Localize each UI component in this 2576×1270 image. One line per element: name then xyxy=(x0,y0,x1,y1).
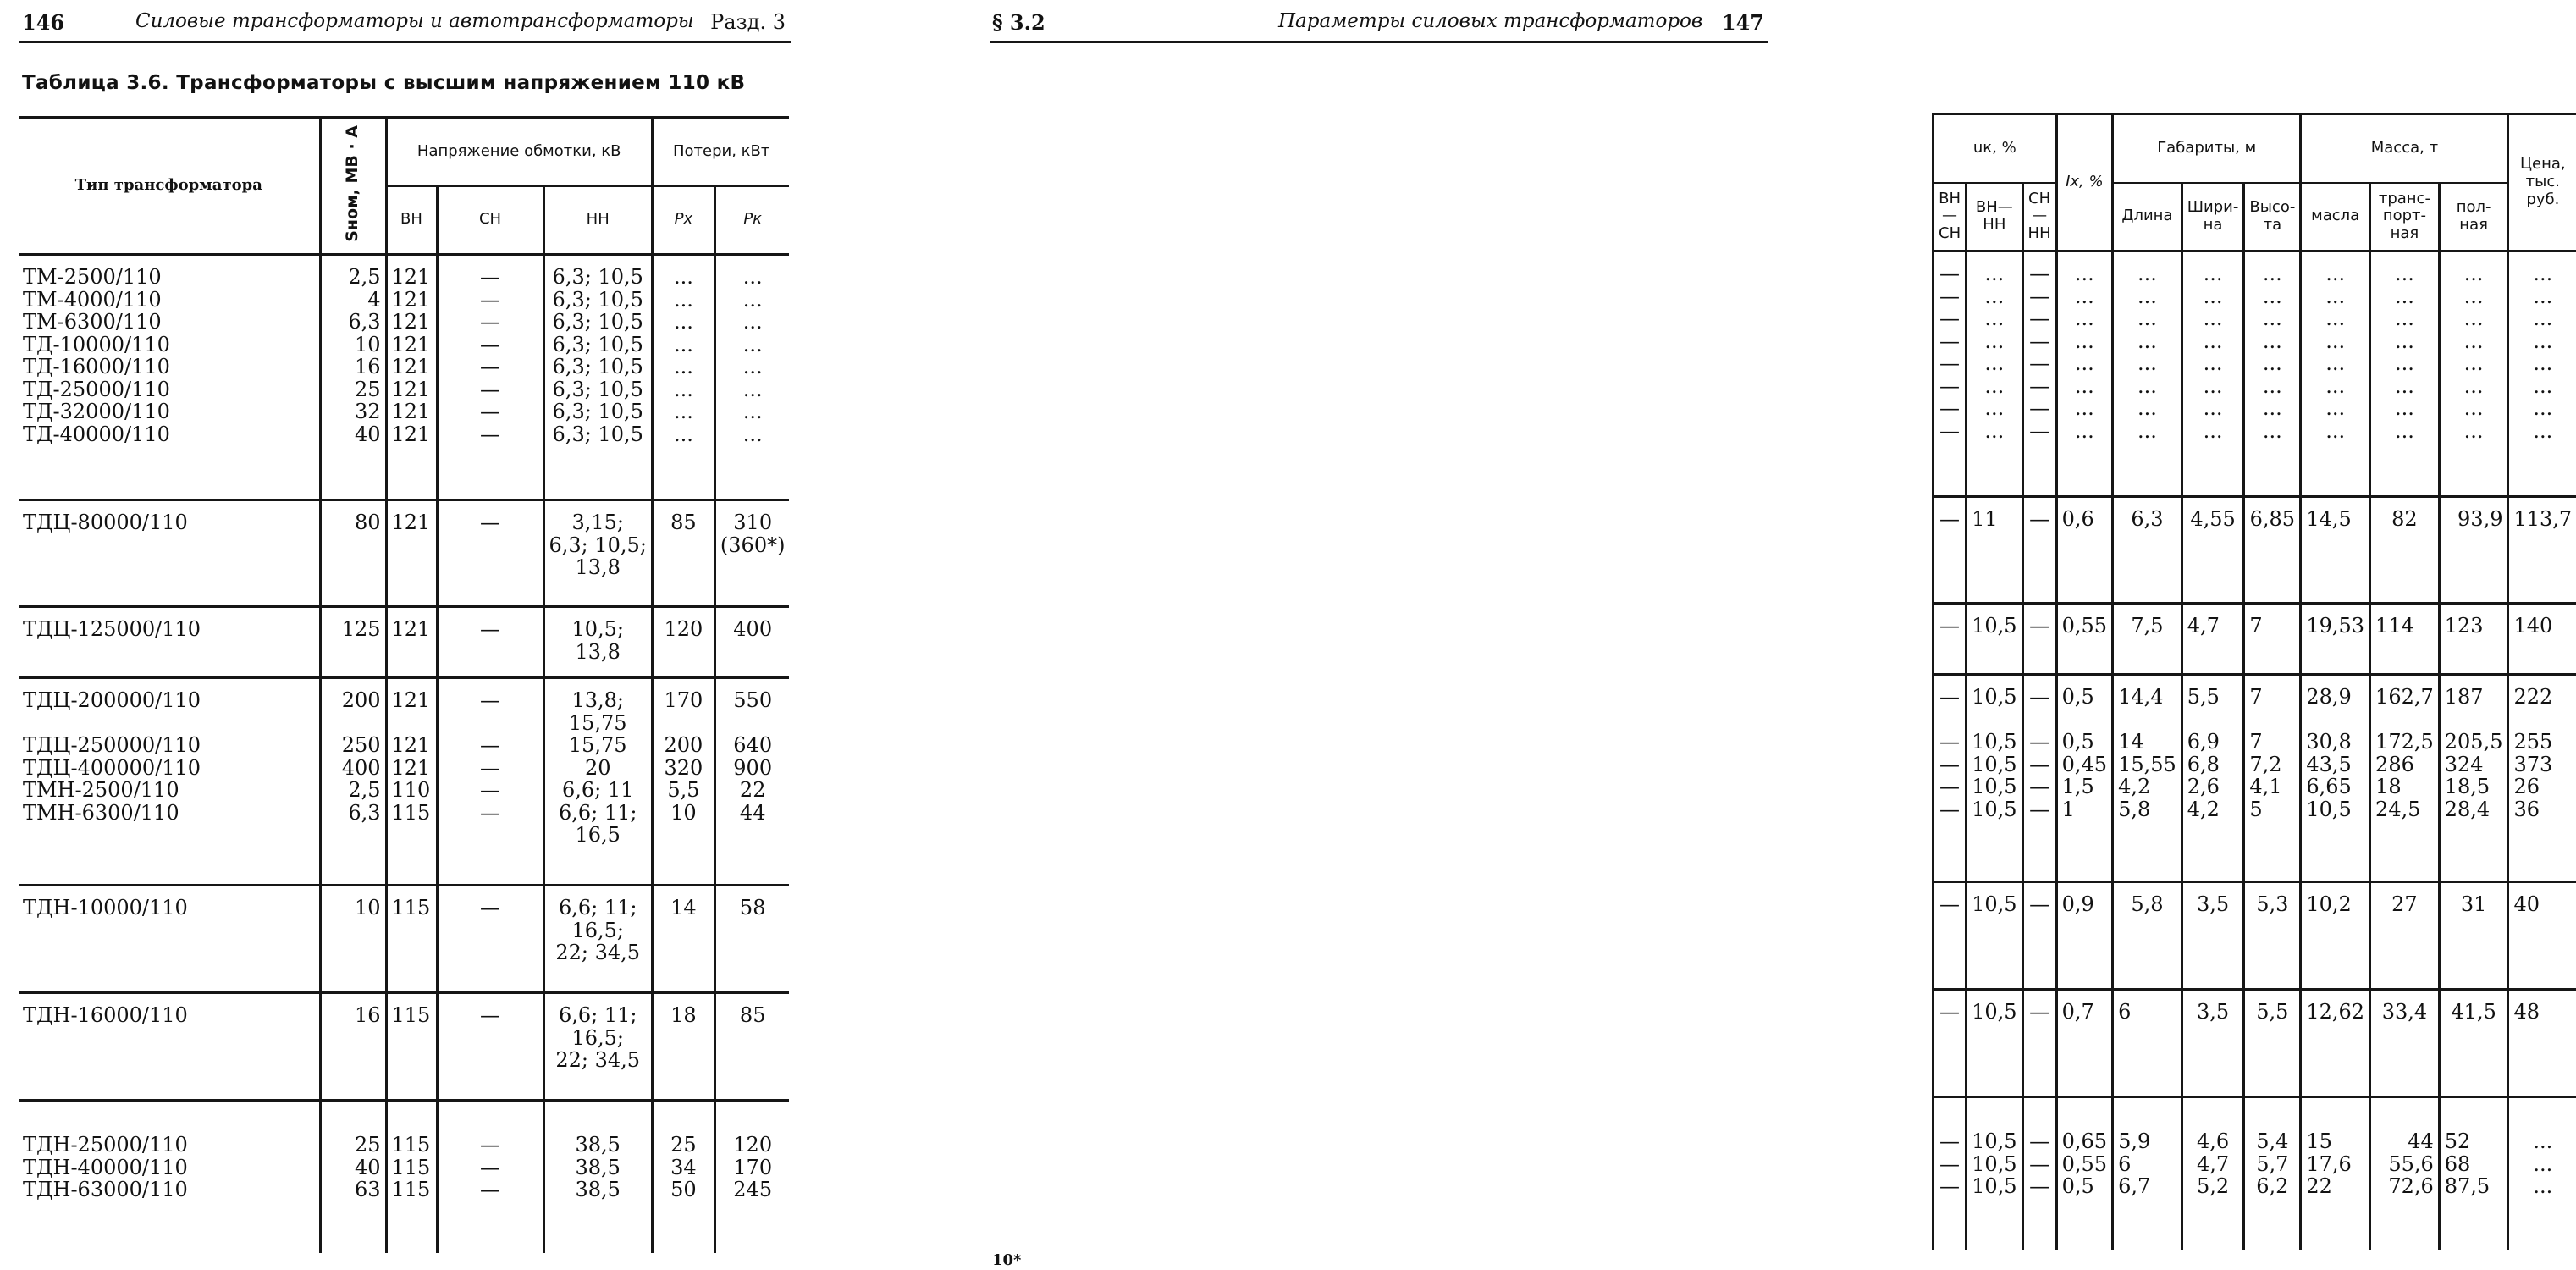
oil-cell: ... ... ... ... ... ... ... ... xyxy=(2301,251,2370,497)
length-cell: 6 xyxy=(2113,990,2182,1097)
col-header-dims-group: Габариты, м xyxy=(2113,114,2301,183)
col-header-sn: СН xyxy=(437,186,543,255)
sn-cell: — — — xyxy=(437,1101,543,1253)
sn-cell: — — — — — — — — xyxy=(437,255,543,500)
sn-nn-cell: — — — xyxy=(2022,1097,2056,1250)
ix-cell: 0,5 0,5 0,45 1,5 1 xyxy=(2056,675,2112,882)
vn-cell: 121 xyxy=(386,607,437,678)
right-running-title: Параметры силовых трансформаторов xyxy=(1278,10,1703,32)
table-row xyxy=(1923,990,2576,1097)
transport-cell: 162,7 172,5 286 18 24,5 xyxy=(2370,675,2440,882)
vn-sn-cell: — xyxy=(1933,604,1966,675)
table-row xyxy=(19,255,789,500)
height-cell: 5,5 xyxy=(2244,990,2301,1097)
vn-nn-cell: 11 xyxy=(1966,497,2022,604)
px-cell: 14 xyxy=(652,886,714,993)
px-cell: 120 xyxy=(652,607,714,678)
col-header-mass-group: Масса, т xyxy=(2301,114,2508,183)
sn-nn-cell: — xyxy=(2022,497,2056,604)
col-header-price: Цена, тыс. руб. xyxy=(2508,114,2576,251)
table-row xyxy=(1923,604,2576,675)
col-header-losses-group: Потери, кВт xyxy=(652,118,789,186)
s-cell: 2,5 4 6,3 10 16 25 32 40 xyxy=(320,255,386,500)
oil-cell: 12,62 xyxy=(2301,990,2370,1097)
height-cell: ... ... ... ... ... ... ... ... xyxy=(2244,251,2301,497)
type-cell: ТДН-25000/110 ТДН-40000/110 ТДН-63000/110 xyxy=(23,1133,188,1201)
pk-cell: 120 170 245 xyxy=(714,1101,789,1253)
table-row xyxy=(1923,1097,2576,1250)
vn-sn-cell: — — — — — — — — xyxy=(1933,251,1966,497)
transport-cell: 44 55,6 72,6 xyxy=(2370,1097,2440,1250)
col-header-vn: ВН xyxy=(386,186,437,255)
table-row xyxy=(19,1101,789,1253)
s-cell: 200 250 400 2,5 6,3 xyxy=(320,678,386,886)
right-page xyxy=(948,0,2573,1270)
table-row xyxy=(19,500,789,607)
vn-nn-cell: 10,5 xyxy=(1966,990,2022,1097)
width-cell: 5,5 6,9 6,8 2,6 4,2 xyxy=(2182,675,2244,882)
width-cell: 4,7 xyxy=(2182,604,2244,675)
length-cell: 7,5 xyxy=(2113,604,2182,675)
vn-cell: 121 121 121 121 121 121 121 121 xyxy=(386,255,437,500)
ix-cell: 0,65 0,55 0,5 xyxy=(2056,1097,2112,1250)
sn-cell: — — — — — xyxy=(437,678,543,886)
price-cell: 48 xyxy=(2508,990,2576,1097)
height-cell: 7 7 7,2 4,1 5 xyxy=(2244,675,2301,882)
sn-nn-cell: — xyxy=(2022,882,2056,990)
type-cell: ТДЦ-80000/110 xyxy=(19,500,320,607)
pk-cell: 85 xyxy=(714,993,789,1101)
transport-cell: 27 xyxy=(2370,882,2440,990)
transport-cell: 33,4 xyxy=(2370,990,2440,1097)
length-cell: 6,3 xyxy=(2113,497,2182,604)
width-cell: 4,6 4,7 5,2 xyxy=(2182,1097,2244,1250)
table-row xyxy=(19,993,789,1101)
vn-nn-cell: 10,5 xyxy=(1966,604,2022,675)
left-running-title: Силовые трансформаторы и автотрансформаторы xyxy=(135,10,694,32)
height-cell: 7 xyxy=(2244,604,2301,675)
length-cell: 5,8 xyxy=(2113,882,2182,990)
transport-cell: 114 xyxy=(2370,604,2440,675)
vn-cell: 121 121 121 110 115 xyxy=(386,678,437,886)
vn-sn-cell: — — — — — xyxy=(1933,675,1966,882)
col-header-vn-nn: ВН—НН xyxy=(1966,183,2022,251)
vn-sn-cell: — xyxy=(1933,882,1966,990)
total-cell: 52 68 87,5 xyxy=(2439,1097,2508,1250)
col-header-height: Высо-та xyxy=(2244,183,2301,251)
width-cell: 3,5 xyxy=(2182,990,2244,1097)
nn-cell: 13,8; 15,75 15,75 20 6,6; 11 6,6; 11; 16,5 xyxy=(543,678,652,886)
ix-cell: 0,6 xyxy=(2056,497,2112,604)
left-table xyxy=(19,116,789,1253)
pk-cell: ... ... ... ... ... ... ... ... xyxy=(714,255,789,500)
price-cell: 40 xyxy=(2508,882,2576,990)
s-cell: 25 40 63 xyxy=(320,1101,386,1253)
vn-cell: 115 xyxy=(386,886,437,993)
col-header-vn-sn: ВН—СН xyxy=(1933,183,1966,251)
price-cell: 140 xyxy=(2508,604,2576,675)
total-cell: 187 205,5 324 18,5 28,4 xyxy=(2439,675,2508,882)
col-header-sn-nn: СН—НН xyxy=(2022,183,2056,251)
price-cell: 113,7 xyxy=(2508,497,2576,604)
total-cell: 123 xyxy=(2439,604,2508,675)
transport-cell: 82 xyxy=(2370,497,2440,604)
type-cell: ТДН-16000/110 xyxy=(19,993,320,1101)
col-header-length: Длина xyxy=(2113,183,2182,251)
type-cell: ТДЦ-125000/110 xyxy=(19,607,320,678)
sn-nn-cell: — xyxy=(2022,990,2056,1097)
table-row xyxy=(1923,882,2576,990)
nn-cell: 3,15; 6,3; 10,5; 13,8 xyxy=(543,500,652,607)
pk-cell: 58 xyxy=(714,886,789,993)
sn-nn-cell: — — — — — — — — xyxy=(2022,251,2056,497)
ix-cell: 0,55 xyxy=(2056,604,2112,675)
vn-nn-cell: 10,5 10,5 10,5 10,5 10,5 xyxy=(1966,675,2022,882)
nn-cell: 6,6; 11; 16,5; 22; 34,5 xyxy=(543,886,652,993)
ix-cell: 0,9 xyxy=(2056,882,2112,990)
total-cell: ... ... ... ... ... ... ... ... xyxy=(2439,251,2508,497)
px-cell: 170 200 320 5,5 10 xyxy=(652,678,714,886)
sn-nn-cell: — xyxy=(2022,604,2056,675)
nn-cell: 6,6; 11; 16,5; 22; 34,5 xyxy=(543,993,652,1101)
table-row xyxy=(1923,675,2576,882)
col-header-s-nom xyxy=(320,118,386,255)
total-cell: 41,5 xyxy=(2439,990,2508,1097)
right-section-label: § 3.2 xyxy=(992,10,1045,35)
col-header-oil: масла xyxy=(2301,183,2370,251)
vn-sn-cell: — — — xyxy=(1933,1097,1966,1250)
col-header-width: Шири-на xyxy=(2182,183,2244,251)
vn-cell: 115 115 115 xyxy=(386,1101,437,1253)
table-row xyxy=(1923,251,2576,497)
col-header-voltage-group: Напряжение обмотки, кВ xyxy=(386,118,652,186)
height-cell: 6,85 xyxy=(2244,497,2301,604)
type-cell: ТМ-2500/110 ТМ-4000/110 ТМ-6300/110 ТД-10000/110 ТД-16000/110 ТД-25000/110 ТД-32000/110 ТД-40000/110 xyxy=(19,255,320,500)
oil-cell: 15 17,6 22 xyxy=(2301,1097,2370,1250)
length-cell: 14,4 14 15,55 4,2 5,8 xyxy=(2113,675,2182,882)
s-cell: 10 xyxy=(320,886,386,993)
s-cell: 16 xyxy=(320,993,386,1101)
vn-cell: 121 xyxy=(386,500,437,607)
width-cell: 3,5 xyxy=(2182,882,2244,990)
total-cell: 93,9 xyxy=(2439,497,2508,604)
s-cell: 80 xyxy=(320,500,386,607)
sn-cell: — xyxy=(437,500,543,607)
table-caption: Таблица 3.6. Трансформаторы с высшим напряжением 110 кВ xyxy=(22,72,746,94)
table-row xyxy=(19,886,789,993)
oil-cell: 19,53 xyxy=(2301,604,2370,675)
sn-cell: — xyxy=(437,886,543,993)
footer-signature-mark: 10* xyxy=(992,1251,1022,1269)
px-cell: 25 34 50 xyxy=(652,1101,714,1253)
table-row xyxy=(19,678,789,886)
type-cell: ТДН-10000/110 xyxy=(19,886,320,993)
left-page-number: 146 xyxy=(22,10,65,35)
oil-cell: 10,2 xyxy=(2301,882,2370,990)
ix-cell: ... ... ... ... ... ... ... ... xyxy=(2056,251,2112,497)
total-cell: 31 xyxy=(2439,882,2508,990)
table-row xyxy=(1923,497,2576,604)
px-cell: 85 xyxy=(652,500,714,607)
sn-nn-cell: — — — — — xyxy=(2022,675,2056,882)
col-header-ix: Ix, % xyxy=(2056,114,2112,251)
pk-cell: 310 (360*) xyxy=(714,500,789,607)
col-header-type: Тип трансформатора xyxy=(19,118,320,255)
sn-cell: — xyxy=(437,993,543,1101)
nn-cell: 6,3; 10,5 6,3; 10,5 6,3; 10,5 6,3; 10,5 6,3; 10,5 6,3; 10,5 6,3; 10,5 6,3; 10,5 xyxy=(543,255,652,500)
ix-cell: 0,7 xyxy=(2056,990,2112,1097)
px-cell: ... ... ... ... ... ... ... ... xyxy=(652,255,714,500)
right-table xyxy=(1923,113,2576,1250)
price-cell: ... ... ... ... ... ... ... ... xyxy=(2508,251,2576,497)
vn-nn-cell: ... ... ... ... ... ... ... ... xyxy=(1966,251,2022,497)
height-cell: 5,3 xyxy=(2244,882,2301,990)
height-cell: 5,4 5,7 6,2 xyxy=(2244,1097,2301,1250)
px-cell: 18 xyxy=(652,993,714,1101)
right-running-header xyxy=(990,10,1768,43)
col-header-px: Px xyxy=(652,186,714,255)
type-cell: ТДЦ-200000/110 ТДЦ-250000/110 ТДЦ-400000/110 ТМН-2500/110 ТМН-6300/110 xyxy=(19,678,320,886)
transport-cell: ... ... ... ... ... ... ... ... xyxy=(2370,251,2440,497)
left-running-header xyxy=(19,10,791,43)
price-cell: ... ... ... xyxy=(2508,1097,2576,1250)
right-page-number: 147 xyxy=(1721,10,1764,35)
vn-nn-cell: 10,5 xyxy=(1966,882,2022,990)
col-header-uk-group: uк, % xyxy=(1933,114,2057,183)
col-header-pk: Pк xyxy=(714,186,789,255)
col-header-nn: НН xyxy=(543,186,652,255)
vn-sn-cell: — xyxy=(1933,990,1966,1097)
width-cell: ... ... ... ... ... ... ... ... xyxy=(2182,251,2244,497)
vn-cell: 115 xyxy=(386,993,437,1101)
nn-cell: 10,5; 13,8 xyxy=(543,607,652,678)
oil-cell: 14,5 xyxy=(2301,497,2370,604)
width-cell: 4,55 xyxy=(2182,497,2244,604)
length-cell: 5,9 6 6,7 xyxy=(2113,1097,2182,1250)
oil-cell: 28,9 30,8 43,5 6,65 10,5 xyxy=(2301,675,2370,882)
s-nom-label: Sном, МВ · А xyxy=(343,124,362,242)
col-header-total: пол-ная xyxy=(2439,183,2508,251)
left-page xyxy=(0,0,813,1270)
left-section-label: Разд. 3 xyxy=(710,10,786,34)
vn-sn-cell: — xyxy=(1933,497,1966,604)
pk-cell: 550 640 900 22 44 xyxy=(714,678,789,886)
s-cell: 125 xyxy=(320,607,386,678)
table-row xyxy=(19,607,789,678)
vn-nn-cell: 10,5 10,5 10,5 xyxy=(1966,1097,2022,1250)
price-cell: 222 255 373 26 36 xyxy=(2508,675,2576,882)
sn-cell: — xyxy=(437,607,543,678)
col-header-transport: транс-порт-ная xyxy=(2370,183,2440,251)
pk-cell: 400 xyxy=(714,607,789,678)
nn-cell: 38,5 38,5 38,5 xyxy=(543,1101,652,1253)
length-cell: ... ... ... ... ... ... ... ... xyxy=(2113,251,2182,497)
